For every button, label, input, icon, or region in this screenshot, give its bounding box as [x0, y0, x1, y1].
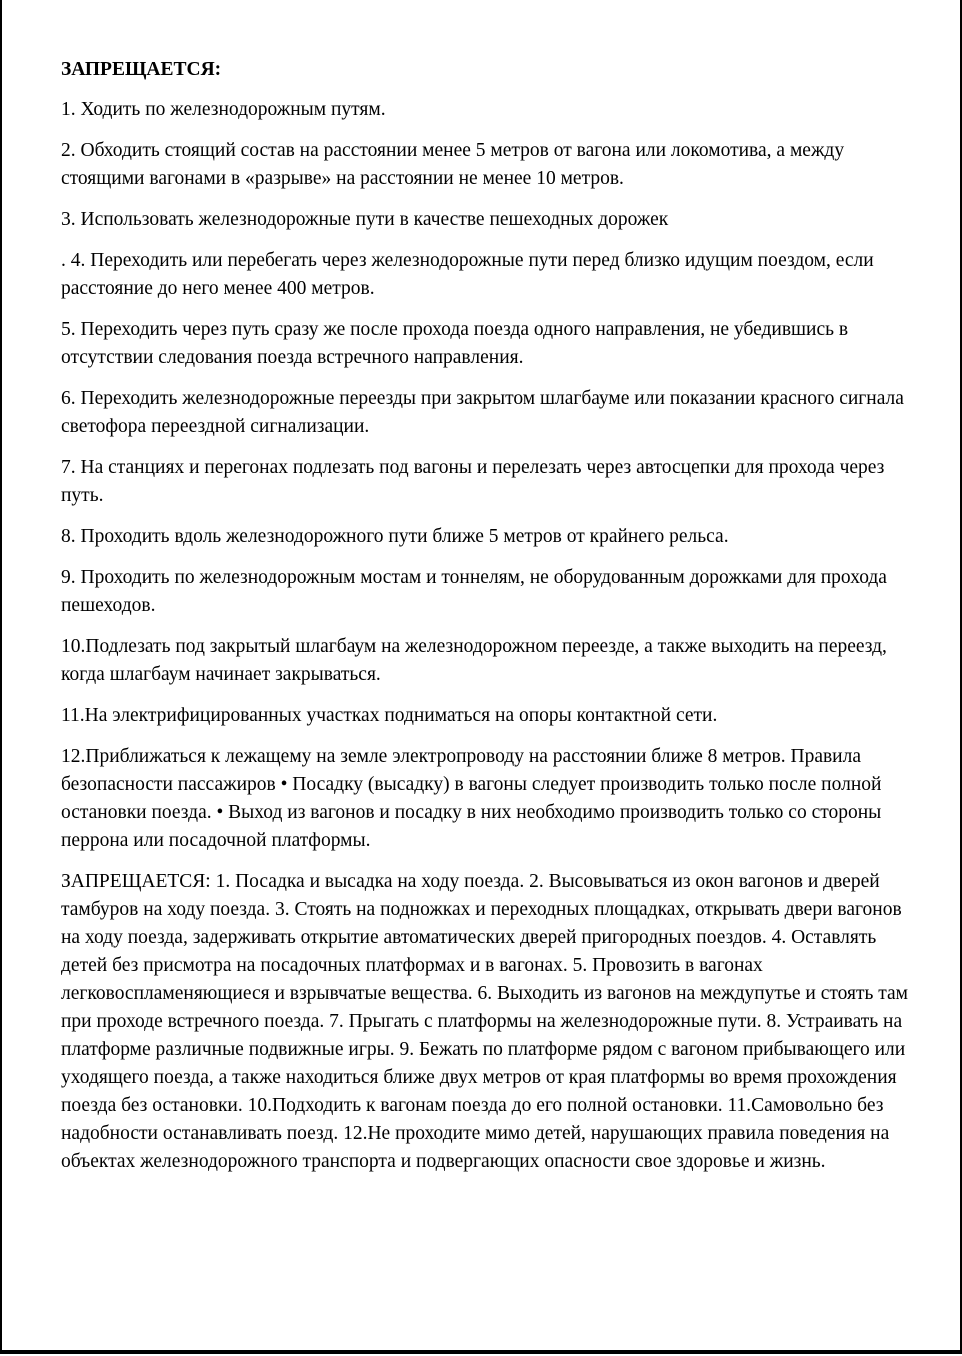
document-body: [61, 56, 917, 1176]
rule-paragraph: 1. Ходить по железнодорожным путям.: [61, 99, 386, 120]
rule-paragraph: 10.Подлезать под закрытый шлагбаум на железнодорожном переезде, а также выходить на переезд, когда шлагбаум начинает закрываться.: [61, 636, 887, 685]
document-heading: ЗАПРЕЩАЕТСЯ:: [61, 59, 222, 80]
rule-paragraph: 11.На электрифицированных участках подниматься на опоры контактной сети.: [61, 705, 718, 726]
rule-paragraph: 8. Проходить вдоль железнодорожного пути ближе 5 метров от крайнего рельса.: [61, 526, 729, 547]
rule-paragraph: 5. Переходить через путь сразу же после прохода поезда одного направления, не убедившись в отсутствии следования поезда встречного направления.: [61, 319, 849, 368]
rule-paragraph: 2. Обходить стоящий состав на расстоянии менее 5 метров от вагона или локомотива, а между стоящими вагонами в «разрыве» на расстоянии не менее 10 метров.: [61, 140, 845, 189]
rule-paragraph: 7. На станциях и перегонах подлезать под вагоны и перелезать через автосцепки для прохода через путь.: [61, 457, 885, 506]
rule-paragraph: 3. Использовать железнодорожные пути в качестве пешеходных дорожек: [61, 209, 669, 230]
passenger-prohibitions-paragraph: ЗАПРЕЩАЕТСЯ: 1. Посадка и высадка на ходу поезда. 2. Высовываться из окон вагонов и дверей тамбуров на ходу поезда. 3. Стоять на подножках и переходных площадках, открывать двери вагонов на ходу поезда, задерживать открытие автоматических дверей пригородных поездов. 4. Оставлять детей без присмотра на посадочных платформах и в вагонах. 5. Провозить в вагонах легковоспламеняющиеся и взрывчатые вещества. 6. Выходить из вагонов на междупутье и стоять там при проходе встречного поезда. 7. Прыгать с платформы на железнодорожные пути. 8. Устраивать на платформе различные подвижные игры. 9. Бежать по платформе рядом с вагоном прибывающего или уходящего поезда, а также находиться ближе двух метров от края платформы во время прохождения поезда без остановки. 10.Подходить к вагонам поезда до его полной остановки. 11.Самовольно без надобности останавливать поезд. 12.Не проходите мимо детей, нарушающих правила поведения на объектах железнодорожного транспорта и подвергающих опасности свое здоровье и жизнь.: [61, 871, 909, 1172]
rule-paragraph: . 4. Переходить или перебегать через железнодорожные пути перед близко идущим поездом, если расстояние до него менее 400 метров.: [61, 250, 874, 299]
passenger-rules-paragraph: 12.Приближаться к лежащему на земле электропроводу на расстоянии ближе 8 метров. Правила безопасности пассажиров • Посадку (высадку) в вагоны следует производить только после полной остановки поезда. • Выход из вагонов и посадку в них необходимо производить только со стороны перрона или посадочной платформы.: [61, 746, 882, 851]
rule-paragraph: 9. Проходить по железнодорожным мостам и тоннелям, не оборудованным дорожками для прохода пешеходов.: [61, 567, 887, 616]
rule-paragraph: 6. Переходить железнодорожные переезды при закрытом шлагбауме или показании красного сигнала светофора переездной сигнализации.: [61, 388, 904, 437]
